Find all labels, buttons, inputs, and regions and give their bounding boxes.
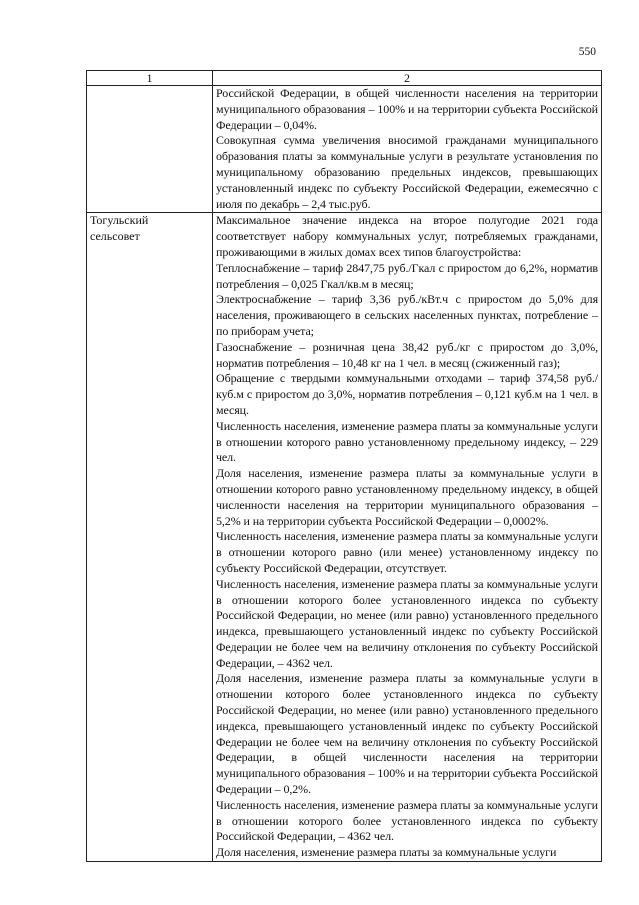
paragraph: Совокупная сумма увеличения вносимой гражданами муниципального образования платы за коммунальные услуги в результате установления по муниципальному образованию предельных индексов, превышающих установленный индекс по субъекту Российской Федерации, ежемесячно с июля по декабрь – 2,4 тыс.руб. — [216, 133, 598, 211]
paragraph: Доля населения, изменение размера платы за коммунальные услуги в отношении которого равно установленному предельному индексу, в общей численности населения на территории муниципального образования – 5,2% и на территории субъекта Российской Федерации – 0,0002%. — [216, 466, 598, 528]
municipality-name-line: Тогульский — [90, 213, 149, 228]
municipality-name-line: сельсовет — [90, 229, 140, 244]
page-number: 550 — [578, 46, 596, 58]
paragraph: Максимальное значение индекса на второе полугодие 2021 года соответствует набору коммунальных услуг, потребляемых гражданами, проживающими в жилых домах всех типов благоустройства: — [216, 213, 598, 259]
table-row — [87, 213, 602, 862]
table-row — [87, 86, 602, 213]
paragraph: Доля населения, изменение размера платы за коммунальные услуги в отношении которого более установленного индекса по субъекту Российской Федерации, но менее (или равно) установленного предельного индекса, превышающего установленный индекс по субъекту Российской Федерации не более чем на величину отклонения по субъекту Российской Федерации, в общей численности населения на территории муниципального образования – 100% и на территории субъекта Российской Федерации – 0,2%. — [216, 671, 598, 797]
paragraph: Численность населения, изменение размера платы за коммунальные услуги в отношении которого равно установленному предельному индексу, – 229 чел. — [216, 418, 598, 465]
paragraph: Численность населения, изменение размера платы за коммунальные услуги в отношении которого более установленного индекса по субъекту Российской Федерации, но менее (или равно) установленного предельного индекса, превышающего установленный индекс по субъекту Российской Федерации не более чем на величину отклонения по субъекту Российской Федерации, – 4362 чел. — [216, 576, 598, 670]
paragraph: Теплоснабжение – тариф 2847,75 руб./Гкал с приростом до 6,2%, норматив потребления – 0,025 Гкал/кв.м в месяц; — [216, 260, 598, 291]
table-header-row — [87, 71, 602, 86]
document-table — [86, 70, 602, 862]
paragraph: Газоснабжение – розничная цена 38,42 руб./кг с приростом до 3,0%, норматив потребления – 10,48 кг на 1 чел. в месяц (сжиженный газ); — [216, 339, 598, 370]
column-header-1: 1 — [87, 71, 213, 86]
paragraph: Российской Федерации, в общей численности населения на территории муниципального образования – 100% и на территории субъекта Российской Федерации – 0,04%. — [216, 86, 598, 132]
municipality-cell — [87, 213, 213, 862]
paragraph: Обращение с твердыми коммунальными отходами – тариф 374,58 руб./куб.м с приростом до 3,0%, норматив потребления – 0,121 куб.м на 1 чел. в месяц. — [216, 371, 598, 417]
paragraph: Электроснабжение – тариф 3,36 руб./кВт.ч с приростом до 5,0% для населения, проживающего в сельских населенных пунктах, потребление – по приборам учета; — [216, 292, 598, 338]
municipality-cell — [87, 86, 213, 213]
paragraph: Численность населения, изменение размера платы за коммунальные услуги в отношении которого равно (или менее) установленному индексу по субъекту Российской Федерации, отсутствует. — [216, 529, 598, 575]
text-cell — [213, 213, 602, 862]
paragraph: Численность населения, изменение размера платы за коммунальные услуги в отношении которого более установленного индекса по субъекту Российской Федерации, – 4362 чел. — [216, 797, 598, 844]
text-cell — [213, 86, 602, 213]
paragraph: Доля населения, изменение размера платы за коммунальные услуги — [216, 845, 557, 860]
column-header-2: 2 — [213, 71, 602, 86]
